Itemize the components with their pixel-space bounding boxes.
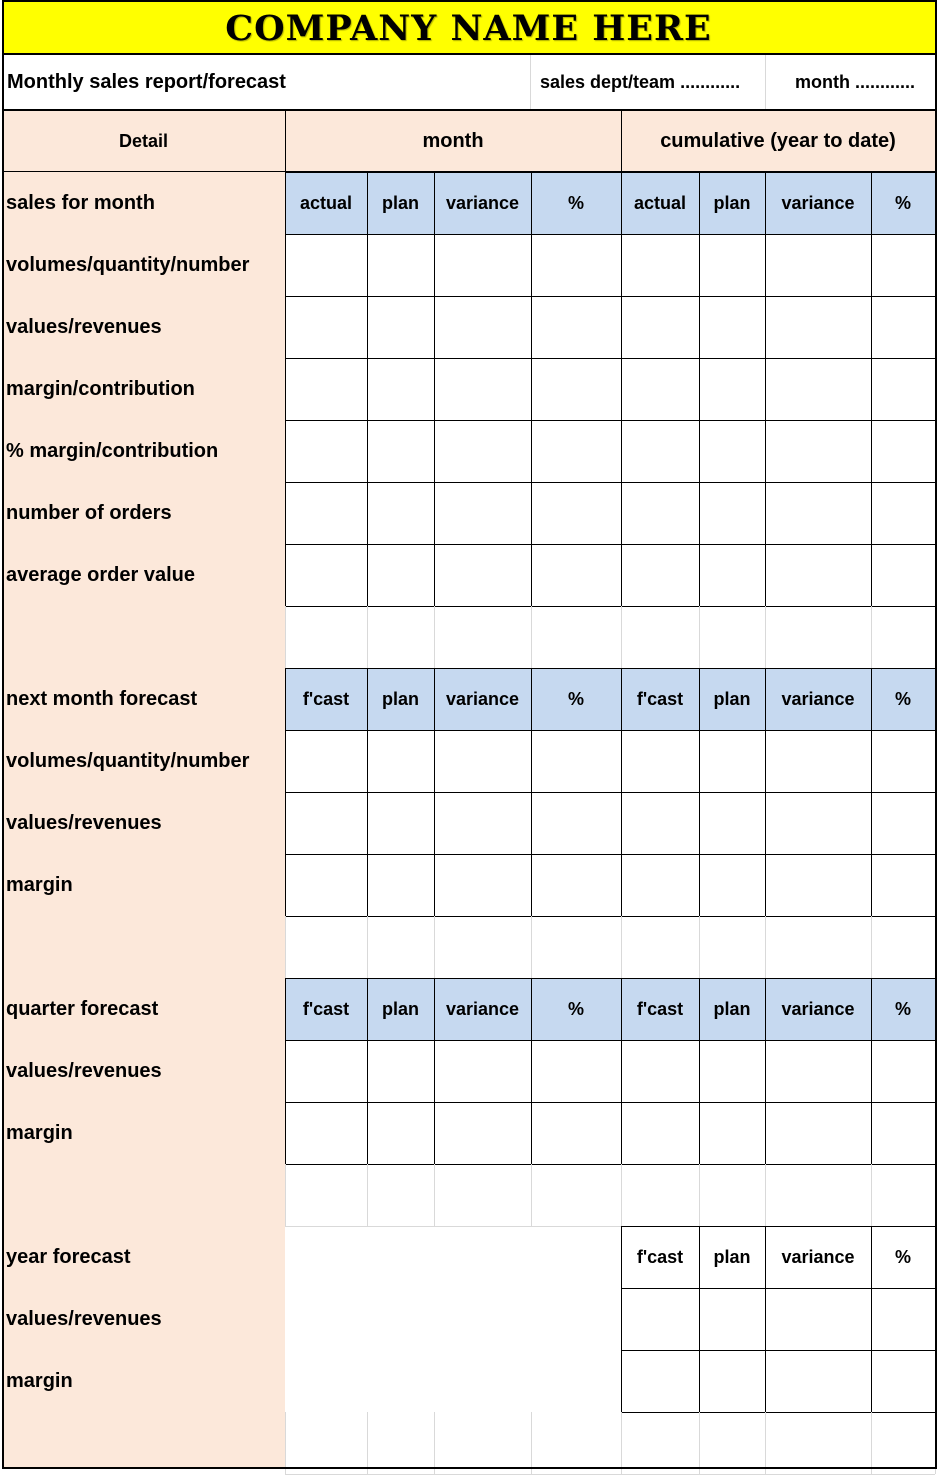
data-cell[interactable] (531, 730, 621, 792)
data-cell[interactable] (531, 1040, 621, 1102)
data-cell[interactable] (699, 234, 765, 296)
grid-line (871, 1226, 872, 1412)
data-cell[interactable] (434, 1102, 531, 1164)
data-cell[interactable] (871, 420, 935, 482)
grid-line (285, 172, 286, 606)
column-header: plan (699, 172, 765, 234)
grid-line (285, 916, 935, 917)
grid-line (621, 1226, 935, 1227)
column-header: % (531, 978, 621, 1040)
grid-line (871, 172, 872, 606)
grid-line (2, 0, 4, 1469)
column-header: variance (765, 668, 871, 730)
column-header: f'cast (636, 1246, 684, 1267)
grid-line (765, 606, 766, 668)
column-header: variance (434, 978, 531, 1040)
grid-line (285, 482, 935, 483)
data-cell[interactable] (621, 544, 699, 606)
data-cell[interactable] (621, 792, 699, 854)
grid-line (621, 1288, 935, 1289)
data-cell[interactable] (367, 792, 434, 854)
data-cell[interactable] (367, 234, 434, 296)
column-header: % (531, 668, 621, 730)
grid-line (621, 1412, 935, 1413)
data-cell[interactable] (285, 792, 367, 854)
grid-line (285, 606, 286, 668)
data-cell[interactable] (699, 1040, 765, 1102)
data-cell[interactable] (621, 358, 699, 420)
data-cell[interactable] (621, 1350, 699, 1412)
data-cell[interactable] (621, 1102, 699, 1164)
data-cell[interactable] (699, 1288, 765, 1350)
section-title: year forecast (2, 1226, 285, 1288)
data-cell[interactable] (531, 1102, 621, 1164)
grid-line (285, 606, 935, 607)
grid-line (621, 606, 622, 668)
data-cell[interactable] (285, 544, 367, 606)
grid-line (285, 296, 935, 297)
grid-line (285, 854, 935, 855)
grid-line (285, 111, 286, 172)
data-cell[interactable] (531, 296, 621, 358)
month-field[interactable]: month ............ (795, 72, 915, 92)
cumulative-group-header: cumulative (year to date) (621, 111, 935, 172)
column-header: f'cast (285, 668, 367, 730)
data-cell[interactable] (699, 420, 765, 482)
grid-line (871, 1164, 872, 1226)
row-label: values/revenues (2, 1040, 285, 1102)
data-cell[interactable] (871, 1350, 935, 1412)
grid-line (765, 1226, 766, 1412)
grid-line (434, 606, 435, 668)
row-label: values/revenues (2, 296, 285, 358)
grid-line (285, 916, 286, 978)
data-cell[interactable] (765, 296, 871, 358)
row-label: volumes/quantity/number (2, 234, 285, 296)
data-cell[interactable] (621, 1288, 699, 1350)
grid-line (531, 172, 532, 606)
grid-line (285, 1164, 935, 1165)
data-cell[interactable] (765, 358, 871, 420)
grid-line (699, 1226, 700, 1412)
data-cell[interactable] (367, 420, 434, 482)
grid-line (871, 1412, 872, 1474)
column-header: f'cast (621, 668, 699, 730)
data-cell[interactable] (434, 296, 531, 358)
grid-line (531, 916, 532, 978)
data-cell[interactable] (765, 544, 871, 606)
data-cell[interactable] (871, 544, 935, 606)
data-cell[interactable] (871, 1102, 935, 1164)
data-cell[interactable] (434, 234, 531, 296)
data-cell[interactable] (765, 1288, 871, 1350)
grid-line (2, 0, 935, 2)
section-title: next month forecast (2, 668, 285, 730)
grid-line (699, 1164, 700, 1226)
grid-line (434, 668, 435, 916)
data-cell[interactable] (765, 482, 871, 544)
grid-line (699, 172, 700, 606)
row-label: average order value (2, 544, 285, 606)
row-label: values/revenues (2, 1288, 285, 1350)
grid-line (621, 172, 622, 606)
column-header: plan (367, 978, 434, 1040)
grid-line (765, 1164, 766, 1226)
data-cell[interactable] (434, 482, 531, 544)
column-header: plan (367, 172, 434, 234)
data-cell[interactable] (367, 358, 434, 420)
grid-line (621, 978, 622, 1164)
grid-line (699, 606, 700, 668)
column-header: % (871, 172, 935, 234)
data-cell[interactable] (367, 1102, 434, 1164)
data-cell[interactable] (367, 1040, 434, 1102)
data-cell[interactable] (434, 420, 531, 482)
data-cell[interactable] (621, 234, 699, 296)
row-label: values/revenues (2, 792, 285, 854)
data-cell[interactable] (285, 358, 367, 420)
data-cell[interactable] (621, 482, 699, 544)
grid-line (434, 978, 435, 1164)
grid-line (285, 172, 935, 173)
data-cell[interactable] (531, 482, 621, 544)
data-cell[interactable] (531, 234, 621, 296)
sales-dept-field[interactable]: sales dept/team ............ (540, 72, 741, 92)
data-cell[interactable] (765, 234, 871, 296)
grid-line (285, 792, 935, 793)
grid-line (367, 916, 368, 978)
data-cell[interactable] (699, 730, 765, 792)
data-cell[interactable] (434, 358, 531, 420)
data-cell[interactable] (699, 1350, 765, 1412)
grid-line (367, 668, 368, 916)
grid-line (765, 55, 766, 110)
grid-line (285, 1102, 935, 1103)
grid-line (367, 606, 368, 668)
data-cell[interactable] (285, 854, 367, 916)
grid-line (621, 111, 622, 172)
column-header: % (871, 668, 935, 730)
grid-line (765, 172, 766, 606)
data-cell[interactable] (699, 1102, 765, 1164)
section-title: quarter forecast (2, 978, 285, 1040)
report-title: Monthly sales report/forecast (7, 71, 286, 93)
column-header: variance (765, 978, 871, 1040)
grid-line (285, 668, 935, 669)
column-header: % (871, 978, 935, 1040)
grid-line (285, 544, 935, 545)
month-group-header: month (285, 111, 621, 172)
grid-line (285, 1412, 286, 1474)
data-cell[interactable] (367, 544, 434, 606)
grid-line (367, 1412, 368, 1474)
row-label: margin/contribution (2, 358, 285, 420)
data-cell[interactable] (871, 1288, 935, 1350)
data-cell[interactable] (871, 1040, 935, 1102)
grid-line (285, 358, 935, 359)
data-cell[interactable] (765, 420, 871, 482)
data-cell[interactable] (871, 792, 935, 854)
grid-line (699, 978, 700, 1164)
data-cell[interactable] (285, 296, 367, 358)
detail-header: Detail (2, 111, 285, 172)
grid-line (699, 1412, 700, 1474)
data-cell[interactable] (871, 234, 935, 296)
column-header: actual (285, 172, 367, 234)
grid-line (367, 978, 368, 1164)
grid-line (765, 1412, 766, 1474)
grid-line (285, 978, 935, 979)
data-cell[interactable] (285, 1040, 367, 1102)
grid-line (765, 668, 766, 916)
data-cell[interactable] (621, 420, 699, 482)
data-cell[interactable] (434, 544, 531, 606)
data-cell[interactable] (699, 854, 765, 916)
data-cell[interactable] (765, 792, 871, 854)
data-cell[interactable] (434, 792, 531, 854)
data-cell[interactable] (285, 1102, 367, 1164)
data-cell[interactable] (765, 1350, 871, 1412)
grid-line (434, 916, 435, 978)
data-cell[interactable] (531, 420, 621, 482)
column-header: variance (781, 1246, 855, 1267)
grid-line (434, 1164, 435, 1226)
grid-line (699, 668, 700, 916)
data-cell[interactable] (765, 1102, 871, 1164)
data-cell[interactable] (531, 854, 621, 916)
data-cell[interactable] (367, 854, 434, 916)
data-cell[interactable] (765, 730, 871, 792)
data-cell[interactable] (871, 730, 935, 792)
row-label: % margin/contribution (2, 420, 285, 482)
data-cell[interactable] (871, 854, 935, 916)
data-cell[interactable] (285, 234, 367, 296)
data-cell[interactable] (871, 482, 935, 544)
row-label: number of orders (2, 482, 285, 544)
column-header: f'cast (621, 978, 699, 1040)
column-header: plan (699, 668, 765, 730)
grid-line (765, 916, 766, 978)
grid-line (367, 172, 368, 606)
data-cell[interactable] (621, 296, 699, 358)
column-header: variance (434, 668, 531, 730)
grid-line (531, 1412, 532, 1474)
grid-line (434, 1412, 435, 1474)
data-cell[interactable] (434, 730, 531, 792)
data-cell[interactable] (285, 420, 367, 482)
data-cell[interactable] (434, 854, 531, 916)
data-cell[interactable] (765, 1040, 871, 1102)
data-cell[interactable] (367, 296, 434, 358)
column-header: plan (367, 668, 434, 730)
data-cell[interactable] (699, 358, 765, 420)
grid-line (531, 1164, 532, 1226)
grid-line (531, 668, 532, 916)
grid-line (871, 606, 872, 668)
data-cell[interactable] (871, 296, 935, 358)
data-cell[interactable] (699, 296, 765, 358)
row-label: margin (2, 1350, 285, 1412)
data-cell[interactable] (531, 792, 621, 854)
grid-line (871, 916, 872, 978)
column-header: plan (713, 1246, 751, 1267)
grid-line (621, 1164, 622, 1226)
grid-line (621, 668, 622, 916)
grid-line (621, 1226, 622, 1412)
grid-line (285, 420, 935, 421)
grid-line (621, 1350, 935, 1351)
data-cell[interactable] (699, 482, 765, 544)
grid-line (871, 668, 872, 916)
column-header: actual (621, 172, 699, 234)
grid-line (699, 916, 700, 978)
grid-line (434, 172, 435, 606)
section-title: sales for month (2, 172, 285, 234)
data-cell[interactable] (699, 544, 765, 606)
data-cell[interactable] (367, 730, 434, 792)
company-name-title: COMPANY NAME HERE (2, 2, 935, 54)
grid-line (285, 1164, 286, 1226)
grid-line (285, 668, 286, 916)
grid-line (285, 1040, 935, 1041)
grid-line (531, 606, 532, 668)
grid-line (765, 978, 766, 1164)
row-label: margin (2, 1102, 285, 1164)
column-header: % (894, 1246, 911, 1267)
column-header: f'cast (285, 978, 367, 1040)
column-header: variance (434, 172, 531, 234)
data-cell[interactable] (871, 358, 935, 420)
grid-line (367, 1164, 368, 1226)
data-cell[interactable] (765, 854, 871, 916)
data-cell[interactable] (621, 730, 699, 792)
row-label: volumes/quantity/number (2, 730, 285, 792)
grid-line (621, 916, 622, 978)
row-label: margin (2, 854, 285, 916)
grid-line (530, 55, 531, 110)
data-cell[interactable] (285, 730, 367, 792)
column-header: % (531, 172, 621, 234)
grid-line (621, 1412, 622, 1474)
data-cell[interactable] (621, 854, 699, 916)
grid-line (531, 978, 532, 1164)
data-cell[interactable] (699, 792, 765, 854)
column-header: variance (765, 172, 871, 234)
data-cell[interactable] (367, 482, 434, 544)
data-cell[interactable] (285, 482, 367, 544)
grid-line (285, 730, 935, 731)
data-cell[interactable] (531, 544, 621, 606)
column-header: plan (699, 978, 765, 1040)
data-cell[interactable] (434, 1040, 531, 1102)
grid-line (285, 234, 935, 235)
grid-line (871, 978, 872, 1164)
data-cell[interactable] (621, 1040, 699, 1102)
grid-line (285, 978, 286, 1164)
data-cell[interactable] (531, 358, 621, 420)
